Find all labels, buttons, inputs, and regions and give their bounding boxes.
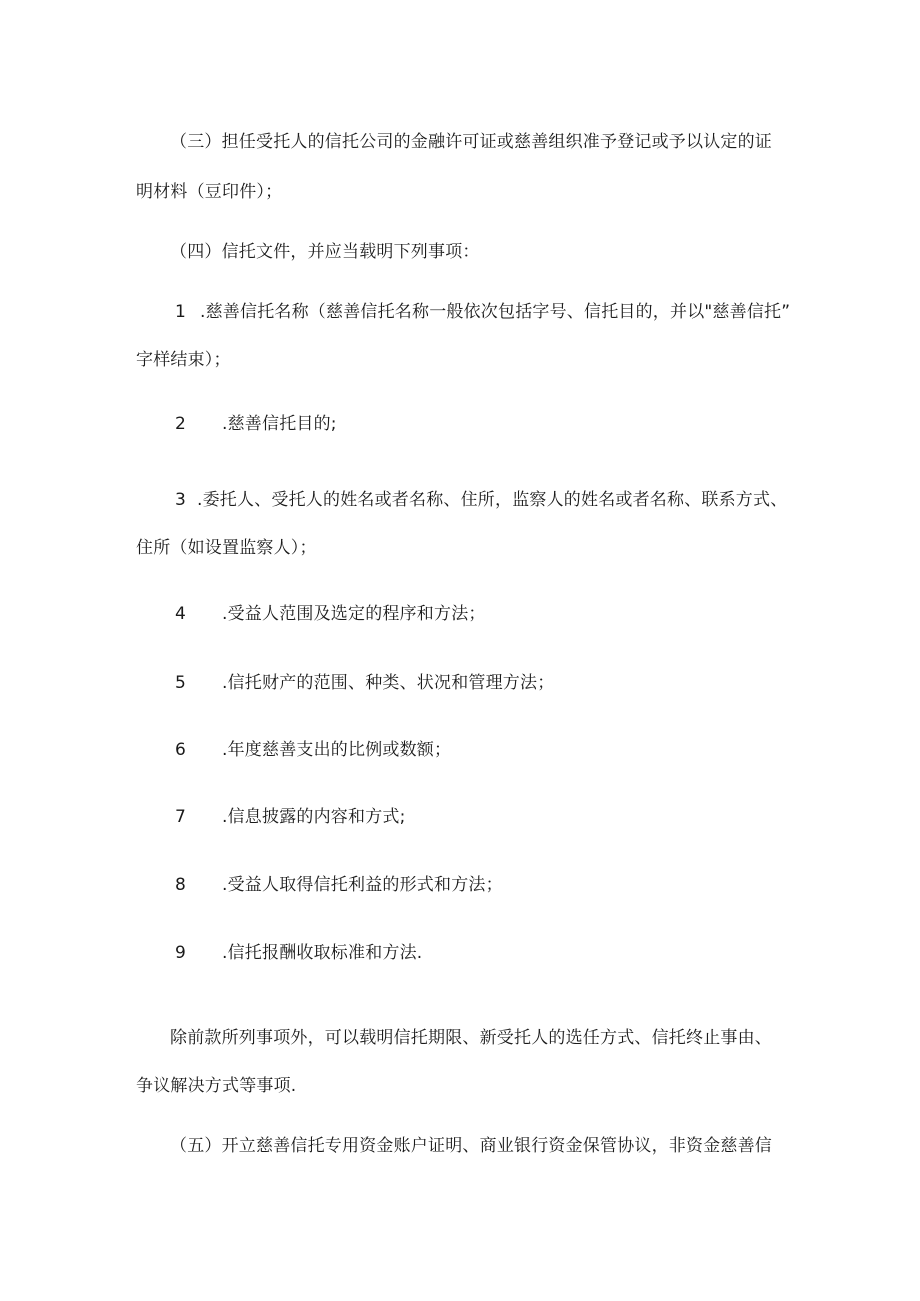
item-4-line-1: .受益人范围及选定的程序和方法；: [222, 604, 486, 624]
item-9-line-1: .信托报酬收取标准和方法.: [222, 943, 423, 963]
item-5-number: 5: [175, 673, 186, 693]
para-extra-line-2: 争议解决方式等事项.: [136, 1076, 297, 1096]
item-3-line-1: .委托人、受托人的姓名或者名称、住所，监察人的姓名或者名称、联系方式、: [197, 490, 788, 510]
para-4-line-1: （四）信托文件，并应当载明下列事项：: [170, 242, 480, 262]
para-5-line-1: （五）开立慈善信托专用资金账户证明、商业银行资金保管协议，非资金慈善信: [170, 1136, 772, 1156]
item-2-number: 2: [175, 414, 186, 434]
item-1-line-2: 字样结束）；: [136, 350, 231, 370]
item-2-line-1: .慈善信托目的;: [222, 414, 337, 434]
item-1-line-1: .慈善信托名称（慈善信托名称一般依次包括字号、信托目的，并以"慈善信托”: [200, 302, 791, 322]
item-3-number: 3: [175, 490, 186, 510]
para-3-line-1: （三）担任受托人的信托公司的金融许可证或慈善组织准予登记或予以认定的证: [170, 132, 772, 152]
item-8-number: 8: [175, 875, 186, 895]
item-6-number: 6: [175, 740, 186, 760]
item-7-line-1: .信息披露的内容和方式;: [222, 807, 406, 827]
item-8-line-1: .受益人取得信托利益的形式和方法；: [222, 875, 503, 895]
item-7-number: 7: [175, 807, 186, 827]
para-3-line-2: 明材料（豆印件）；: [136, 182, 283, 202]
item-3-line-2: 住所（如设置监察人）；: [136, 538, 317, 558]
item-5-line-1: .信托财产的范围、种类、状况和管理方法；: [222, 673, 555, 693]
item-6-line-1: .年度慈善支出的比例或数额；: [222, 740, 452, 760]
para-extra-line-1: 除前款所列事项外，可以载明信托期限、新受托人的选任方式、信托终止事由、: [170, 1028, 772, 1048]
item-1-number: 1: [175, 302, 186, 322]
item-9-number: 9: [175, 943, 186, 963]
item-4-number: 4: [175, 604, 186, 624]
